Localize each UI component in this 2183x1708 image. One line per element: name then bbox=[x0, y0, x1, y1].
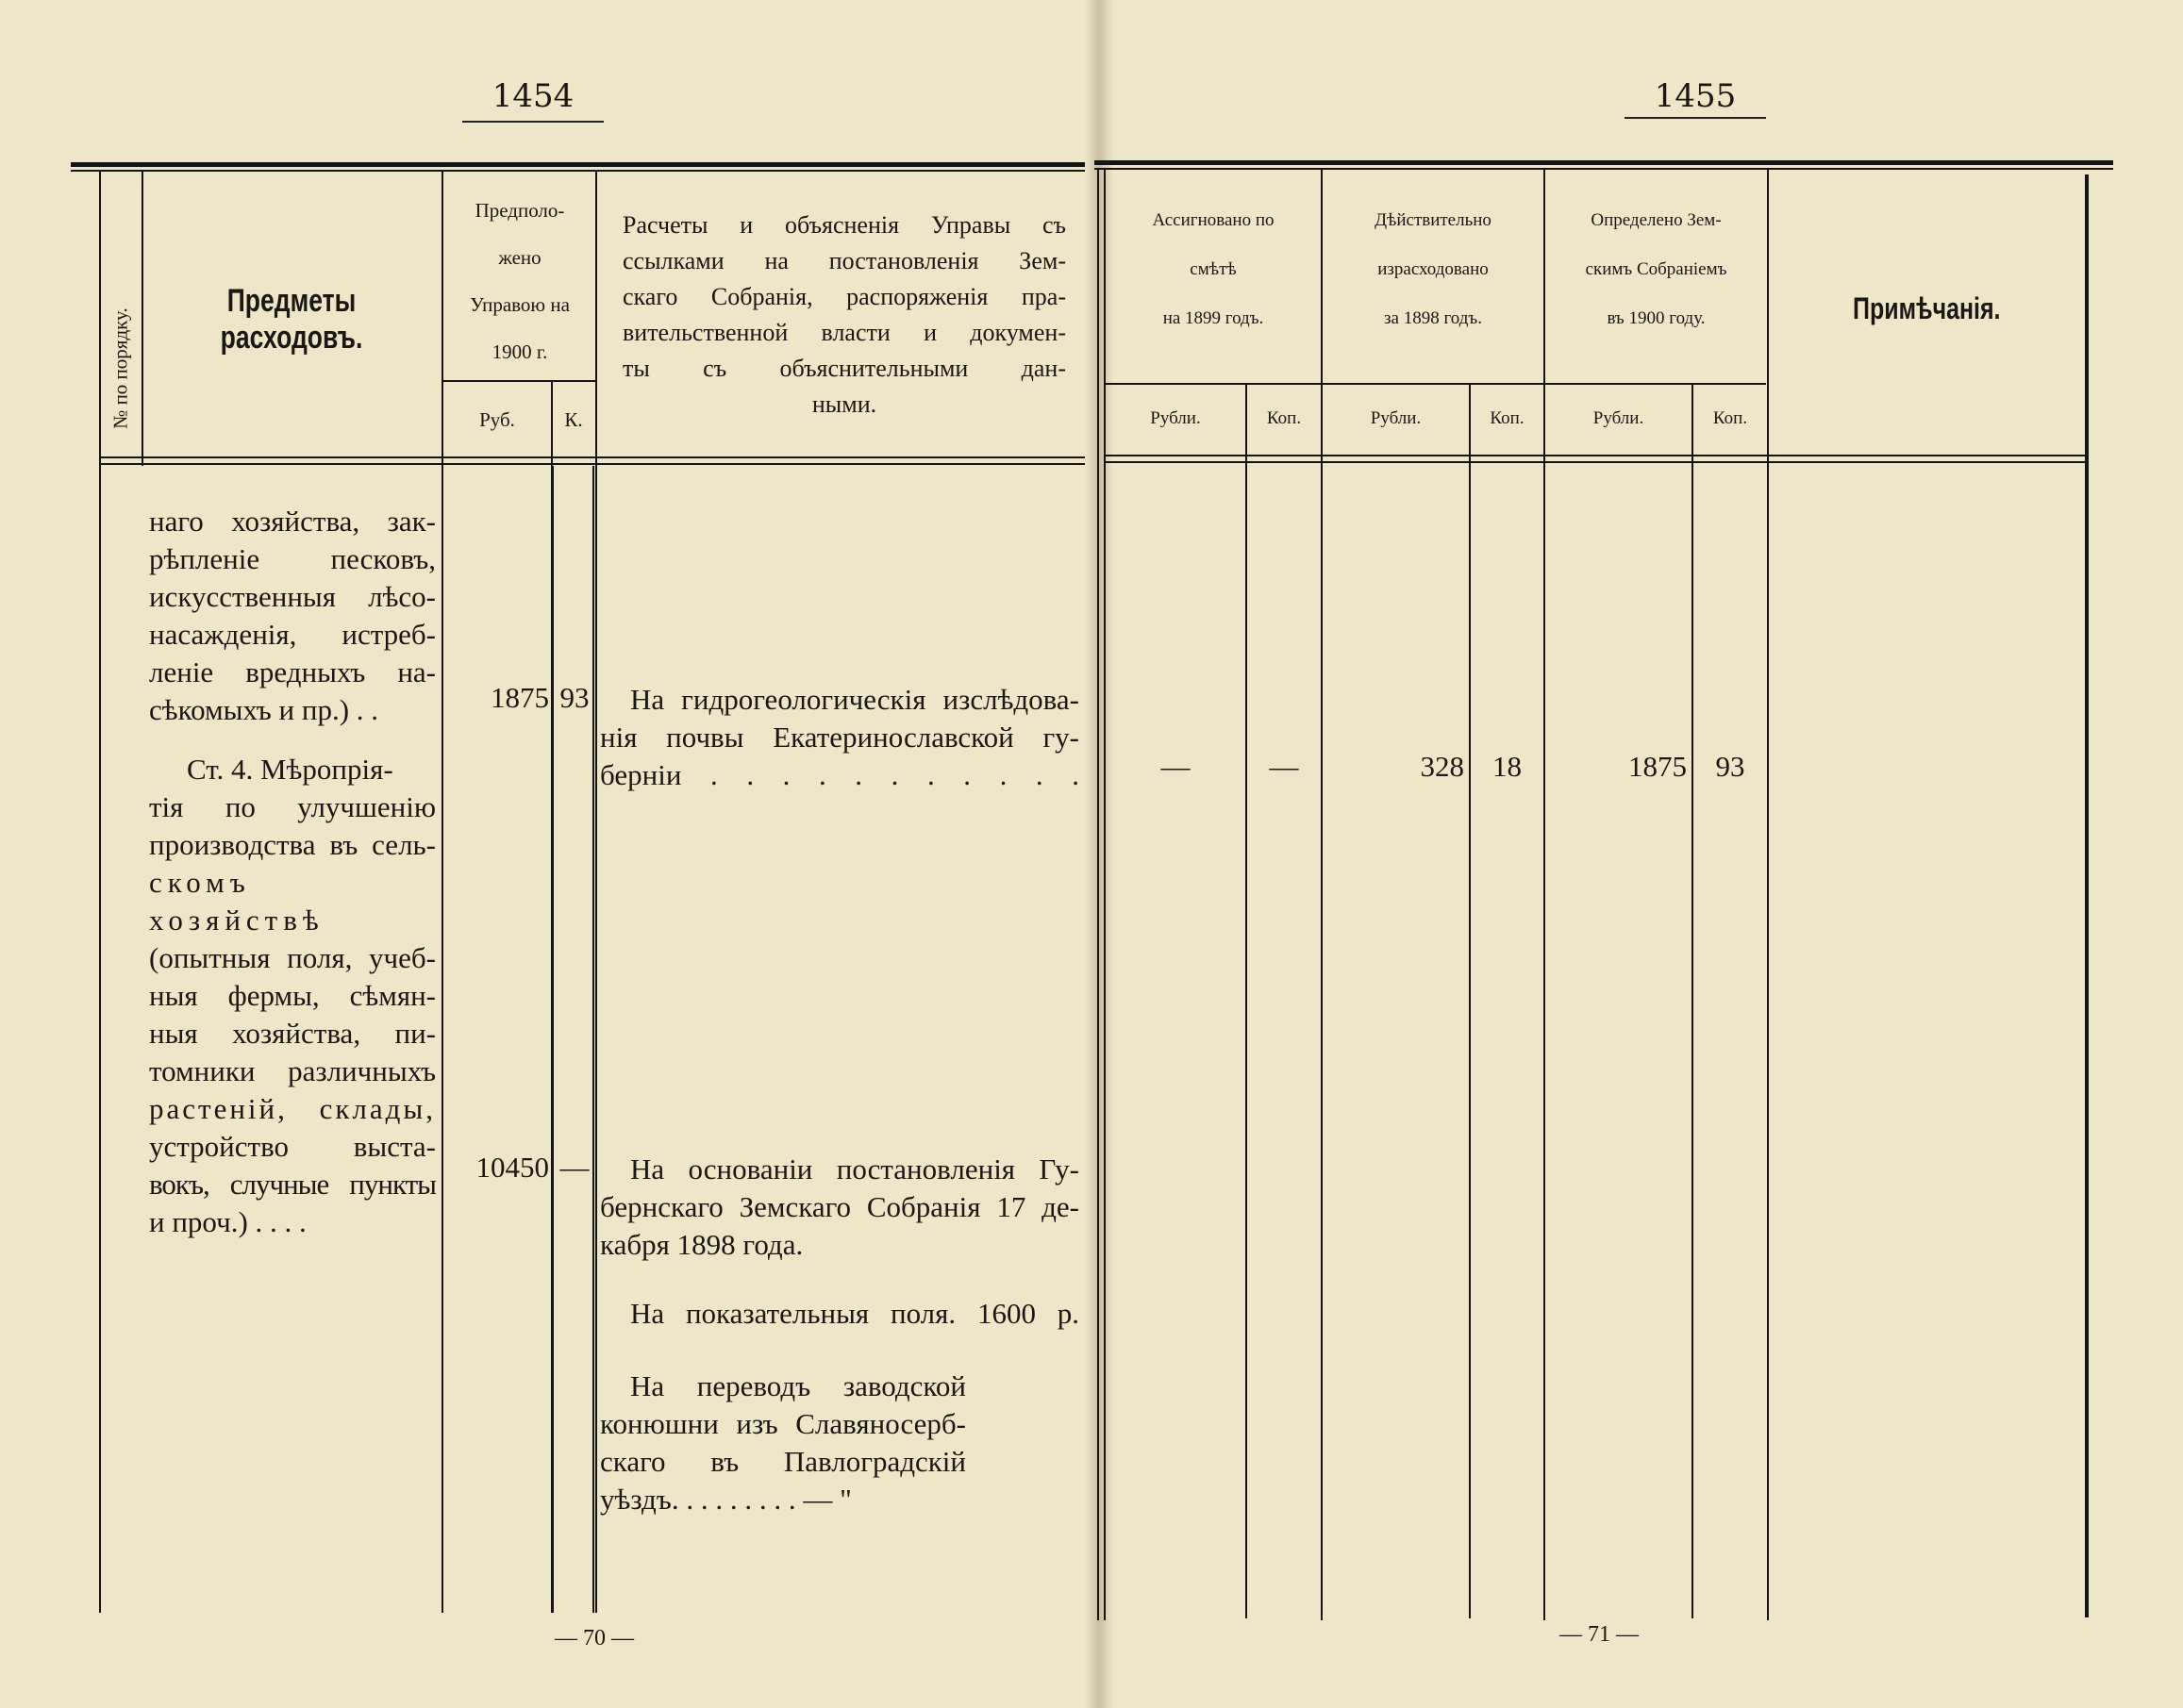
header-actual-line: за 1898 годъ. bbox=[1384, 308, 1482, 328]
expl-line: На переводъ заводской bbox=[630, 1369, 966, 1402]
header-items-wrap bbox=[142, 283, 442, 357]
right-page-number: 1455 bbox=[1654, 77, 1737, 115]
expl-line: нія почвы Екатеринославской гу- bbox=[600, 721, 1079, 754]
expl-line: берніи . . . . . . . . . . . bbox=[600, 758, 1079, 791]
header-actual-line: Дѣйствительно bbox=[1375, 210, 1491, 230]
header-assigned-rub: Рубли. bbox=[1150, 408, 1201, 428]
left-top-thin-rule bbox=[71, 170, 1085, 172]
expl-block-2 bbox=[600, 1151, 1079, 1264]
right-top-thick-rule bbox=[1094, 160, 2113, 165]
right-vrule-2 bbox=[1321, 168, 1323, 1620]
header-proposed-line: жено bbox=[498, 246, 542, 269]
header-notes-wrap bbox=[1769, 290, 2085, 326]
item-line: ныя фермы, сѣмян- bbox=[149, 979, 436, 1012]
header-proposed-line: Управою на bbox=[470, 293, 570, 316]
expl-block-4 bbox=[600, 1368, 1079, 1518]
item1-kop: 93 bbox=[559, 681, 590, 714]
right-vrule-3 bbox=[1469, 383, 1471, 1618]
left-header-bottom-rule-1 bbox=[99, 456, 1085, 458]
right-footer-number: — 71 — bbox=[1559, 1622, 1639, 1647]
left-vrule-0 bbox=[99, 170, 101, 1613]
header-assigned-line: на 1899 годъ. bbox=[1162, 308, 1264, 328]
item-line: (опытныя поля, учеб- bbox=[149, 941, 436, 974]
assigned-rub: — bbox=[1160, 750, 1191, 783]
item-line: устройство выста- bbox=[149, 1130, 436, 1163]
item-line: сѣкомыхъ и пр.) . . bbox=[149, 693, 379, 726]
determined-rub: 1875 bbox=[1628, 750, 1687, 783]
right-vrule-7 bbox=[2085, 174, 2089, 1617]
right-header-bottom-rule-2 bbox=[1106, 461, 2085, 463]
left-footer-number: — 70 — bbox=[555, 1626, 634, 1650]
item-line: и проч.) . . . . bbox=[149, 1205, 307, 1238]
item-line: леніе вредныхъ на- bbox=[149, 655, 436, 688]
header-actual-rub: Рубли. bbox=[1370, 408, 1422, 428]
item-line: скомъ хозяйствѣ bbox=[149, 866, 325, 937]
determined-kop: 93 bbox=[1715, 750, 1745, 783]
header-order-number: № по порядку. bbox=[108, 307, 132, 429]
expl-line: уѣздъ. . . . . . . . . — " bbox=[600, 1483, 852, 1516]
left-page-number: 1454 bbox=[492, 77, 575, 115]
header-notes: Примѣчанія. bbox=[1853, 291, 2001, 325]
actual-kop: 18 bbox=[1492, 750, 1522, 783]
header-items: Предметы расходовъ. bbox=[220, 283, 363, 356]
header-proposed-line: 1900 г. bbox=[492, 340, 548, 363]
header-kop: К. bbox=[564, 408, 583, 431]
item1-rub: 1875 bbox=[491, 681, 549, 714]
item-line: растеній, склады, bbox=[149, 1092, 436, 1125]
right-top-thin-rule bbox=[1094, 168, 2113, 170]
expl-block-3: На показательныя поля. 1600 р. bbox=[630, 1297, 1079, 1330]
left-header-bottom-rule-2 bbox=[99, 463, 1085, 465]
header-expl-line: вительственной власти и докумен- bbox=[623, 319, 1066, 346]
item-line: искусственныя лѣсо- bbox=[149, 580, 436, 613]
item2-kop: — bbox=[559, 1151, 590, 1184]
header-expl-line: Расчеты и объясненія Управы съ bbox=[623, 211, 1066, 239]
item-line: томники различныхъ bbox=[149, 1054, 436, 1087]
right-vrule-0b bbox=[1104, 168, 1106, 1620]
header-determined-line: въ 1900 году. bbox=[1607, 308, 1706, 328]
header-actual-line: израсходовано bbox=[1377, 259, 1489, 279]
item-line: рѣпленіе песковъ, bbox=[149, 542, 436, 575]
header-assigned-kop: Коп. bbox=[1266, 408, 1302, 428]
assigned-kop: — bbox=[1269, 750, 1299, 783]
header-assigned-line: Ассигновано по bbox=[1152, 210, 1275, 230]
left-vrule-2 bbox=[442, 170, 443, 1613]
header-actual-kop: Коп. bbox=[1490, 408, 1525, 428]
left-vrule-4b bbox=[592, 466, 594, 1613]
header-expl-line: ными. bbox=[811, 390, 877, 418]
right-vrule-6 bbox=[1767, 168, 1769, 1620]
item-line: насажденія, истреб- bbox=[149, 618, 436, 651]
item-line: ныя хозяйства, пи- bbox=[149, 1017, 436, 1050]
header-expl-line: скаго Собранія, распоряженія пра- bbox=[623, 283, 1066, 310]
item-line: вокъ, случные пункты bbox=[149, 1168, 436, 1201]
header-proposed-line: Предполо- bbox=[475, 199, 565, 222]
left-top-thick-rule bbox=[71, 162, 1085, 167]
expl-line: бернскаго Земскаго Собранія 17 де- bbox=[600, 1190, 1079, 1223]
actual-rub: 328 bbox=[1420, 750, 1464, 783]
expl-line: На гидрогеологическія изслѣдова- bbox=[630, 683, 1079, 716]
item-line: Ст. 4. Мѣропрія- bbox=[187, 753, 393, 786]
header-proposed bbox=[443, 187, 596, 375]
item-block-2 bbox=[149, 751, 436, 1241]
header-expl-line: ты съ объяснительными дан- bbox=[623, 355, 1066, 382]
header-actual bbox=[1323, 196, 1543, 343]
item-line: наго хозяйства, зак- bbox=[149, 505, 436, 538]
right-vrule-4 bbox=[1543, 168, 1545, 1620]
header-assigned bbox=[1106, 196, 1321, 343]
header-determined-line: скимъ Собраніемъ bbox=[1585, 259, 1727, 279]
right-page-number-rule bbox=[1625, 117, 1766, 119]
left-vrule-4 bbox=[595, 170, 597, 1613]
left-page-number-rule bbox=[462, 121, 604, 123]
right-header-bottom-rule-1 bbox=[1106, 455, 2085, 456]
right-header-sub-rule bbox=[1106, 383, 1766, 385]
item-line: тія по улучшенію bbox=[149, 790, 436, 823]
right-vrule-5 bbox=[1691, 383, 1693, 1618]
item2-rub: 10450 bbox=[475, 1151, 549, 1184]
right-vrule-1 bbox=[1245, 383, 1247, 1618]
header-determined-rub: Рубли. bbox=[1592, 408, 1644, 428]
expl-line: кабря 1898 года. bbox=[600, 1228, 804, 1261]
header-assigned-line: смѣтѣ bbox=[1190, 259, 1237, 279]
item-line: производства въ сель- bbox=[149, 828, 436, 861]
header-rub: Руб. bbox=[479, 408, 515, 431]
header-explanations bbox=[623, 207, 1066, 423]
left-vrule-3b bbox=[552, 466, 554, 1613]
expl-line: На основаніи постановленія Гу- bbox=[630, 1152, 1079, 1186]
header-determined bbox=[1545, 196, 1767, 343]
header-determined-kop: Коп. bbox=[1712, 408, 1748, 428]
expl-line: скаго въ Павлоградскій bbox=[600, 1445, 966, 1478]
right-vrule-0 bbox=[1097, 168, 1099, 1620]
expl-line: конюшни изъ Славяносерб- bbox=[600, 1407, 966, 1440]
left-proposed-sub-rule bbox=[442, 380, 597, 382]
header-determined-line: Определено Зем- bbox=[1591, 210, 1722, 230]
expl-block-1 bbox=[600, 681, 1079, 794]
item-block-1 bbox=[149, 503, 436, 729]
header-expl-line: ссылками на постановленія Зем- bbox=[623, 247, 1066, 274]
